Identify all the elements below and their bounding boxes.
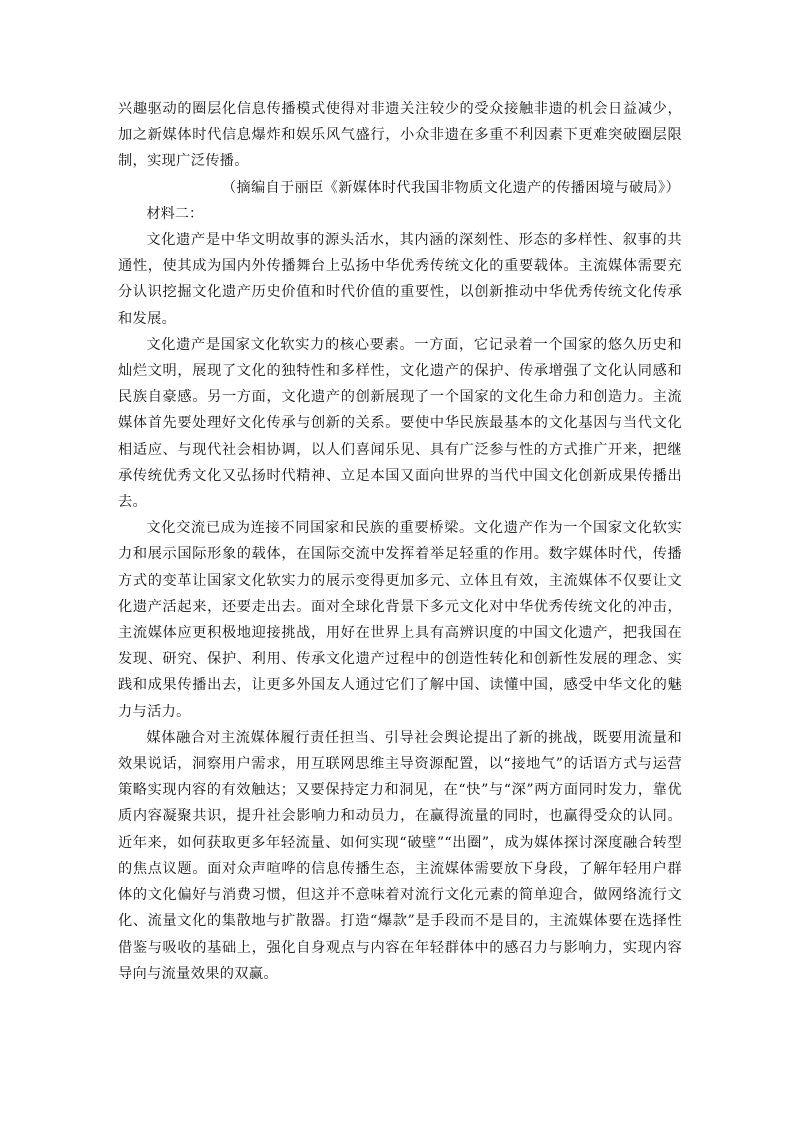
- source-citation: （摘编自于丽臣《新媒体时代我国非物质文化遗产的传播困境与破局》）: [221, 179, 680, 196]
- document-page: [118, 96, 682, 987]
- body-paragraph: 文化遗产是国家文化软实力的核心要素。一方面，它记录着一个国家的悠久历史和灿烂文明，展现了文化的独特性和多样性，文化遗产的保护、传承增强了文化认同感和民族自豪感。另一方面，文化遗产的创新展现了一个国家的文化生命力和创造力。主流媒体首先要处理好文化传承与创新的关系。要使中华民族最基本的文化基因与当代文化相适应、与现代社会相协调，以人们喜闻乐见、具有广泛参与性的方式推广开来，把继承传统优秀文化又弘扬时代精神、立足本国又面向世界的当代中国文化创新成果传播出去。: [118, 336, 682, 511]
- continuation-paragraph: 兴趣驱动的圈层化信息传播模式使得对非遗关注较少的受众接触非遗的机会日益减少，加之新媒体时代信息爆炸和娱乐风气盛行，小众非遗在多重不利因素下更难突破圈层限制，实现广泛传播。: [118, 101, 682, 170]
- body-paragraph: 文化交流已成为连接不同国家和民族的重要桥梁。文化遗产作为一个国家文化软实力和展示国际形象的载体，在国际交流中发挥着举足轻重的作用。数字媒体时代，传播方式的变革让国家文化软实力的展示变得更加多元、立体且有效，主流媒体不仅要让文化遗产活起来，还要走出去。面对全球化背景下多元文化对中华优秀传统文化的冲击，主流媒体应更积极地迎接挑战，用好在世界上具有高辨识度的中国文化遗产，把我国在发现、研究、保护、利用、传承文化遗产过程中的创造性转化和创新性发展的理念、实践和成果传播出去，让更多外国友人通过它们了解中国、读懂中国，感受中华文化的魅力与活力。: [118, 520, 682, 720]
- material-label: 材料二：: [146, 205, 204, 222]
- body-paragraph: 文化遗产是中华文明故事的源头活水，其内涵的深刻性、形态的多样性、叙事的共通性，使其成为国内外传播舞台上弘扬中华优秀传统文化的重要载体。主流媒体需要充分认识挖掘文化遗产历史价值和时代价值的重要性，以创新推动中华优秀传统文化传承和发展。: [118, 232, 682, 327]
- body-paragraph: 媒体融合对主流媒体履行责任担当、引导社会舆论提出了新的挑战，既要用流量和效果说话，洞察用户需求，用互联网思维主导资源配置，以“接地气”的话语方式与运营策略实现内容的有效触达；又要保持定力和洞见，在“快”与“深”两方面同时发力，靠优质内容凝聚共识，提升社会影响力和动员力，在赢得流量的同时，也赢得受众的认同。近年来，如何获取更多年轻流量、如何实现“破壁”“出圈”，成为媒体探讨深度融合转型的焦点议题。面对众声喧哗的信息传播生态，主流媒体需要放下身段，了解年轻用户群体的文化偏好与消费习惯，但这并不意味着对流行文化元素的简单迎合，做网络流行文化、流量文化的集散地与扩散器。打造“爆款”是手段而不是目的，主流媒体要在选择性借鉴与吸收的基础上，强化自身观点与内容在年轻群体中的感召力与影响力，实现内容导向与流量效果的双赢。: [118, 729, 682, 982]
